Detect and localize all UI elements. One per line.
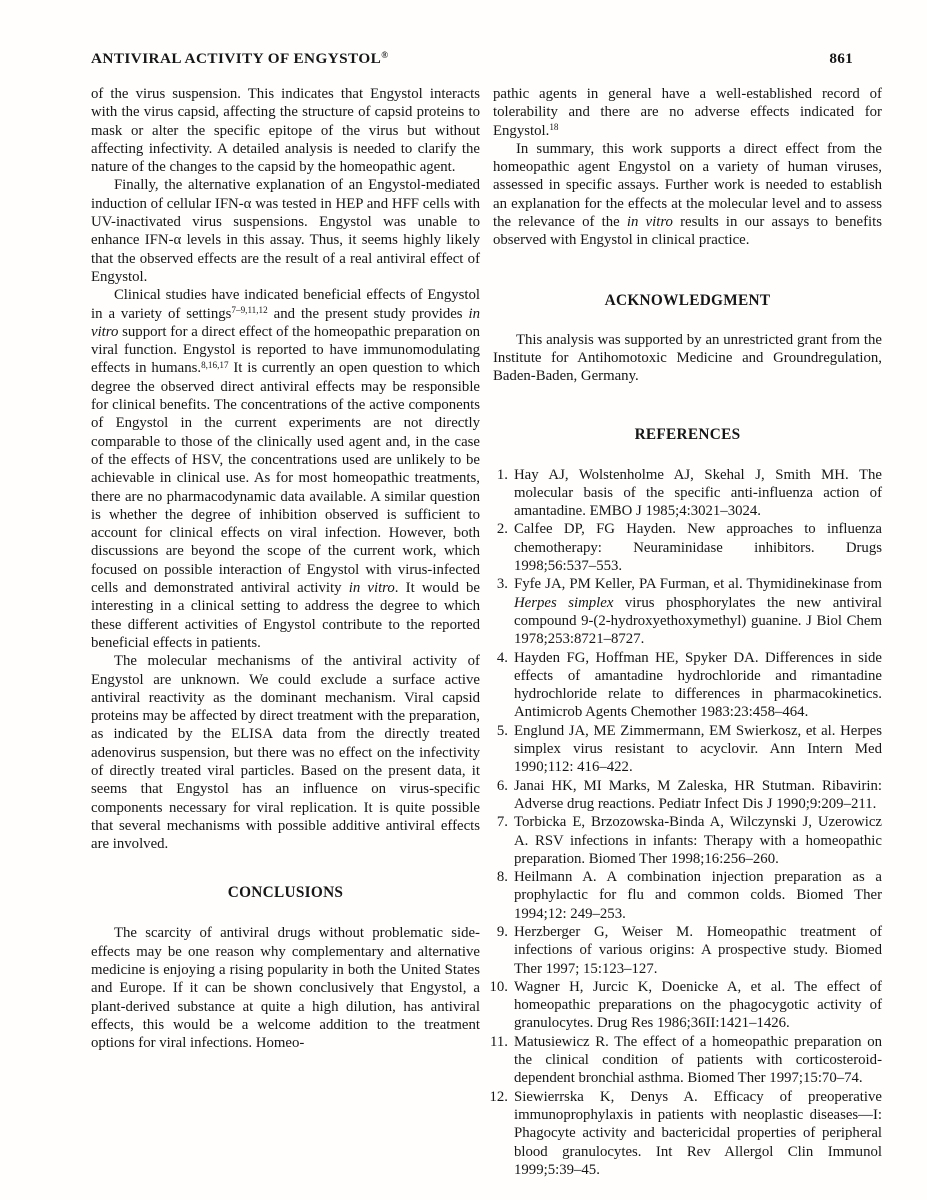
reference-text: [514, 649, 882, 722]
reference-text: [514, 466, 882, 521]
text-run: Hayden FG, Hoffman HE, Spyker DA. Differences in side effects of amantadine hydrochloride and rimantadine hydrochloride relate to differences in pharmacokinetics. Antimicrob Agents Chemother 1983:23:458–464.: [514, 649, 882, 721]
text-run: In summary, this work supports a direct effect from the homeopathic agent Engystol on a variety of human viruses, assessed in specific assays. Further work is needed to establish an explanation for the effects at the molecular level and to assess the relevance of the: [493, 140, 882, 231]
text-run: The molecular mechanisms of the antiviral activity of Engystol are unknown. We could exclude a surface active antiviral reactivity as the dominant mechanism. Viral capsid proteins may be affected by direct treatment with the preparation, as indicated by the ELISA data from the directly treated adenovirus suspension, but there was no effect on the infectivity of directly treated viral particles. Based on the present data, it seems that Engystol has an influence on virus-specific components necessary for viral replication. It is quite possible that several mechanisms with possible additive antiviral effects are involved.: [91, 653, 480, 853]
references-heading: REFERENCES: [634, 425, 741, 443]
acknowledgment-heading: ACKNOWLEDGMENT: [604, 291, 771, 309]
reference-text: [514, 813, 882, 868]
body-paragraph: [91, 286, 480, 652]
text-run: Finally, the alternative explanation of an Engystol-mediated induction of cellular IFN-α was tested in HEP and HFF cells with UV-inactivated virus suspensions. Engystol was unable to enhance IFN-α levels in this assay. Thus, it seems highly likely that the observed effects are the result of a real antiviral effect of Engystol.: [91, 177, 480, 285]
text-run: of the virus suspension. This indicates that Engystol interacts with the virus capsid, affecting the structure of capsid proteins to mask or alter the specific epitope of the virus but without affecting infectivity. A detailed analysis is needed to clarify the nature of the changes to the capsid by the homeopathic agent.: [91, 86, 480, 176]
text-run: Clinical studies have indicated beneficial effects of Engystol in a variety of settings: [91, 287, 480, 322]
reference-item: [486, 466, 882, 521]
text-run: Englund JA, ME Zimmermann, EM Swierkosz, et al. Herpes simplex virus resistant to acyclovir. Ann Intern Med 1990;112: 416–422.: [514, 722, 882, 776]
text-run: Herzberger G, Weiser M. Homeopathic treatment of infections of various origins: A prospective study. Biomed Ther 1997; 15:123–127.: [514, 923, 882, 977]
reference-item: [486, 868, 882, 923]
text-run: Janai HK, MI Marks, M Zaleska, HR Stutman. Ribavirin: Adverse drug reactions. Pediatr Infect Dis J 1990;9:209–211.: [514, 777, 882, 812]
superscript: 8,16,17: [201, 360, 229, 371]
text-run: support for a direct effect of the homeopathic preparation on viral function. Engystol is reported to have immunomodulating effects in humans.: [91, 323, 480, 377]
body-paragraph: [91, 652, 480, 853]
italic-text: in vitro: [348, 580, 395, 597]
reference-text: [514, 520, 882, 575]
text-run: Siewierrska K, Denys A. Efficacy of preoperative immunoprophylaxis in patients with neoplastic diseases—I: Phagocyte activity and bactericidal properties of peripheral blood granulocytes. Int Rev Allergol Clin Immunol 1999;5:39–45.: [514, 1088, 882, 1178]
body-paragraph: [493, 85, 882, 140]
reference-number: 10.: [489, 978, 508, 995]
text-run: It is currently an open question to which degree the observed direct antiviral effects may be responsible for clinical benefits. The concentrations of the active components of Engystol in the current experiments are not directly comparable to those of the clinically used agent and, in the case of the effects of HSV, the concentrations used are unlikely to be achievable in clinical use. As for most homeopathic treatments, there are no pharmacodynamic data available. A similar question is whether the degree of inhibition observed is sufficient to account for clinical effects on viral infection. However, both discussions are beyond the scope of the current work, which focused on possible interaction of Engystol with virus-infected cells and demonstrated antiviral activity: [91, 360, 480, 597]
text-run: virus phosphorylates the new antiviral compound 9-(2-hydroxyethoxymethyl) guanine. J Biol Chem 1978;253:8721–8727.: [514, 594, 883, 648]
reference-item: [486, 649, 882, 722]
reference-text: [514, 923, 882, 978]
body-paragraph: [91, 85, 480, 176]
body-paragraph: [91, 176, 480, 286]
italic-text: in vitro: [626, 214, 673, 231]
text-run: pathic agents in general have a well-established record of tolerability and there are no adverse effects indicated for Engystol.: [493, 86, 882, 139]
reference-item: [486, 777, 882, 814]
reference-number: 2.: [496, 521, 508, 538]
reference-number: 7.: [496, 814, 508, 831]
italic-text: in vitro: [91, 305, 481, 340]
text-run: Fyfe JA, PM Keller, PA Furman, et al. Thymidinekinase from: [514, 576, 882, 593]
text-run: This analysis was supported by an unrestricted grant from the Institute for Antihomotoxic Medicine and Groundregulation, Baden-Baden, Germany.: [493, 331, 882, 385]
reference-text: [514, 722, 882, 777]
reference-number: 5.: [496, 722, 508, 739]
right-column: [489, 85, 883, 1179]
reference-number: 6.: [496, 777, 508, 794]
reference-item: [486, 978, 882, 1033]
reference-item: [486, 722, 882, 777]
text-run: Wagner H, Jurcic K, Doenicke A, et al. The effect of homeopathic preparations on the phagocygotic activity of granulocytes. Drug Res 1986;36II:1421–1426.: [514, 978, 882, 1032]
running-head-title: [91, 50, 388, 68]
text-run: Hay AJ, Wolstenholme AJ, Skehal J, Smith MH. The molecular basis of the specific anti-influenza action of amantadine. EMBO J 1985;4:3021–3024.: [514, 466, 882, 520]
text-run: Matusiewicz R. The effect of a homeopathic preparation on the clinical condition of patients with corticosteroid-dependent bronchial asthma. Biomed Ther 1997;15:70–74.: [514, 1033, 882, 1087]
reference-item: [486, 813, 882, 868]
superscript: ®: [381, 50, 389, 61]
reference-number: 1.: [496, 466, 508, 483]
body-paragraph: [493, 140, 882, 250]
page-header: [91, 50, 853, 68]
reference-text: [514, 978, 882, 1033]
text-run: results in our assays to benefits observed with Engystol in clinical practice.: [493, 214, 882, 249]
left-column: [91, 85, 480, 1179]
text-run: . It would be interesting in a clinical setting to address the degree to which these different activities of Engystol contribute to the reported beneficial effects in patients.: [91, 580, 480, 651]
reference-text: [514, 575, 882, 648]
reference-number: 11.: [490, 1033, 508, 1050]
reference-item: [486, 923, 882, 978]
reference-number: 8.: [496, 869, 508, 886]
two-column-body: [91, 85, 882, 1179]
italic-text: Herpes simplex: [514, 594, 614, 611]
text-run: Heilmann A. A combination injection preparation as a prophylactic for flu and common colds. Biomed Ther 1994;12: 249–253.: [514, 869, 882, 922]
text-run: Calfee DP, FG Hayden. New approaches to influenza chemotherapy: Neuraminidase inhibitors. Drugs 1998;56:537–553.: [514, 521, 882, 575]
body-paragraph: [91, 924, 480, 1052]
reference-number: 3.: [496, 576, 508, 593]
reference-item: [486, 1088, 882, 1179]
reference-text: [514, 1088, 882, 1179]
reference-number: 9.: [496, 923, 508, 940]
superscript: 7–9,11,12: [231, 305, 268, 316]
page-number: 861: [829, 50, 853, 67]
reference-item: [486, 575, 882, 648]
reference-item: [486, 520, 882, 575]
reference-number: 4.: [496, 649, 508, 666]
body-paragraph: [493, 331, 882, 386]
reference-text: [514, 777, 882, 814]
reference-number: 12.: [489, 1088, 508, 1105]
reference-text: [514, 868, 882, 923]
conclusions-heading: CONCLUSIONS: [227, 884, 344, 902]
reference-text: [514, 1033, 882, 1088]
reference-item: [486, 1033, 882, 1088]
superscript: 18: [549, 122, 559, 133]
text-run: Torbicka E, Brzozowska-Binda A, Wilczynski J, Uzerowicz A. RSV infections in infants: Therapy with a homeopathic preparation. Biomed Ther 1998;16:256–260.: [514, 814, 882, 867]
references-list: [486, 466, 882, 1180]
text-run: and the present study provides: [267, 305, 469, 322]
text-run: The scarcity of antiviral drugs without problematic side-effects may be one reason why complementary and alternative medicine is enjoying a rising popularity in both the United States and Europe. If it can be shown conclusively that Engystol, a plant-derived substance at quite a high dilution, has antiviral effects, this would be a welcome addition to the treatment options for viral infections. Homeo-: [91, 925, 480, 1052]
text-run: ANTIVIRAL ACTIVITY OF ENGYSTOL: [91, 50, 382, 67]
